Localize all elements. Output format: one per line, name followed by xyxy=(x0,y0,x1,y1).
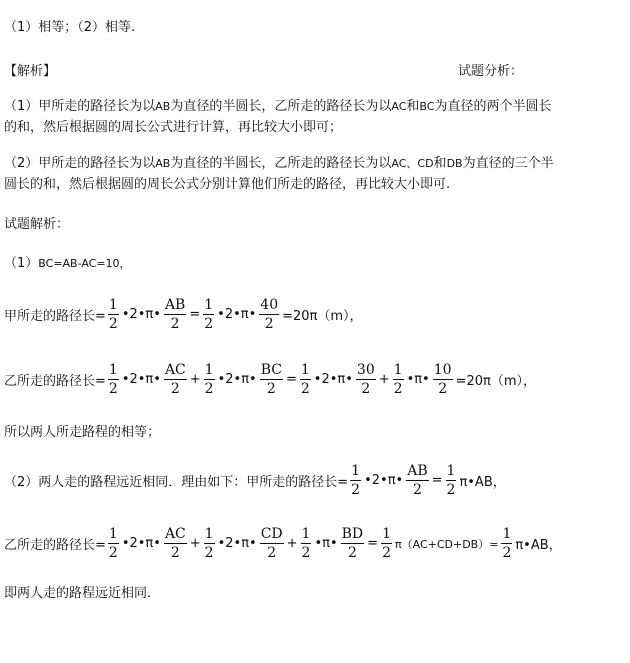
equation-part2-yi: 乙所走的路径长= $\frac{1}{2}$ •2•π• $\frac{AC}{2}$ + $\frac{1}{2}$ •2•π• $\frac{CD}{2}$ + $\frac{1}{2}$ •π• $\frac{BD}{2}$ = $\frac{1}{2}$ π（AC+CD+DB）= $\frac{1}{2}$ π•AB， xyxy=(4,526,562,561)
analysis-paragraph-2: （2）甲所走的路径长为以AB为直径的半圆长，乙所走的路径长为以AC、CD和DB为直径的三个半 xyxy=(4,156,554,171)
fraction: $\frac{AC}{2}$ xyxy=(164,526,186,561)
equation-yi-length: 乙所走的路径长= $\frac{1}{2}$ •2•π• $\frac{AC}{2}$ + $\frac{1}{2}$ •2•π• $\frac{BC}{2}$ = $\frac{1}{2}$ •2•π• $\frac{30}{2}$ + $\frac{1}{2}$ •π• $\frac{10}{2}$ =20π（m）， xyxy=(4,362,536,397)
fraction: $\frac{1}{2}$ xyxy=(108,526,118,561)
fraction: $\frac{1}{2}$ xyxy=(204,297,214,332)
fraction: $\frac{1}{2}$ xyxy=(382,526,391,561)
fraction: $\frac{1}{2}$ xyxy=(204,362,214,397)
solution-label: 试题解析： xyxy=(4,217,70,232)
fraction: $\frac{1}{2}$ xyxy=(300,362,310,397)
fraction: $\frac{1}{2}$ xyxy=(446,463,456,498)
fraction: $\frac{30}{2}$ xyxy=(356,362,375,397)
fraction: $\frac{AB}{2}$ xyxy=(407,463,428,498)
fraction: $\frac{1}{2}$ xyxy=(108,297,118,332)
fraction: $\frac{1}{2}$ xyxy=(204,526,214,561)
analysis-paragraph-2-cont: 圆长的和，然后根据圆的周长公式分别计算他们所走的路径，再比较大小即可. xyxy=(4,177,451,192)
analysis-title: 试题分析： xyxy=(458,64,524,79)
fraction: $\frac{40}{2}$ xyxy=(260,297,279,332)
analysis-paragraph-1-cont: 的和，然后根据圆的周长公式进行计算，再比较大小即可； xyxy=(4,120,343,135)
fraction: $\frac{1}{2}$ xyxy=(301,526,311,561)
equation-part2-jia: （2）两人走的路程远近相同．理由如下：甲所走的路径长= $\frac{1}{2}$ •2•π• $\frac{AB}{2}$ = $\frac{1}{2}$ π•AB， xyxy=(4,463,506,498)
analysis-label: 【解析】 xyxy=(4,64,57,79)
analysis-paragraph-1: （1）甲所走的路径长为以AB为直径的半圆长，乙所走的路径长为以AC和BC为直径的两个半圆长 xyxy=(4,99,552,114)
fraction: $\frac{1}{2}$ xyxy=(393,362,403,397)
fraction: $\frac{BC}{2}$ xyxy=(260,362,282,397)
fraction: $\frac{AB}{2}$ xyxy=(164,297,186,332)
fraction: $\frac{1}{2}$ xyxy=(502,526,512,561)
fraction: $\frac{1}{2}$ xyxy=(351,463,361,498)
conclusion-2: 即两人走的路程远近相同． xyxy=(4,586,161,601)
answer-line: （1）相等；（2）相等. xyxy=(4,20,136,35)
fraction: $\frac{CD}{2}$ xyxy=(260,526,283,561)
fraction: $\frac{10}{2}$ xyxy=(433,362,452,397)
step-1: （1）BC=AB-AC=10， xyxy=(4,256,131,271)
fraction: $\frac{AC}{2}$ xyxy=(164,362,186,397)
equation-jia-length: 甲所走的路径长= $\frac{1}{2}$ •2•π• $\frac{AB}{2}$ = $\frac{1}{2}$ •2•π• $\frac{40}{2}$ =20π（m）， xyxy=(4,297,363,332)
conclusion-1: 所以两人所走路程的相等； xyxy=(4,425,161,440)
fraction: $\frac{BD}{2}$ xyxy=(341,526,364,561)
fraction: $\frac{1}{2}$ xyxy=(108,362,118,397)
